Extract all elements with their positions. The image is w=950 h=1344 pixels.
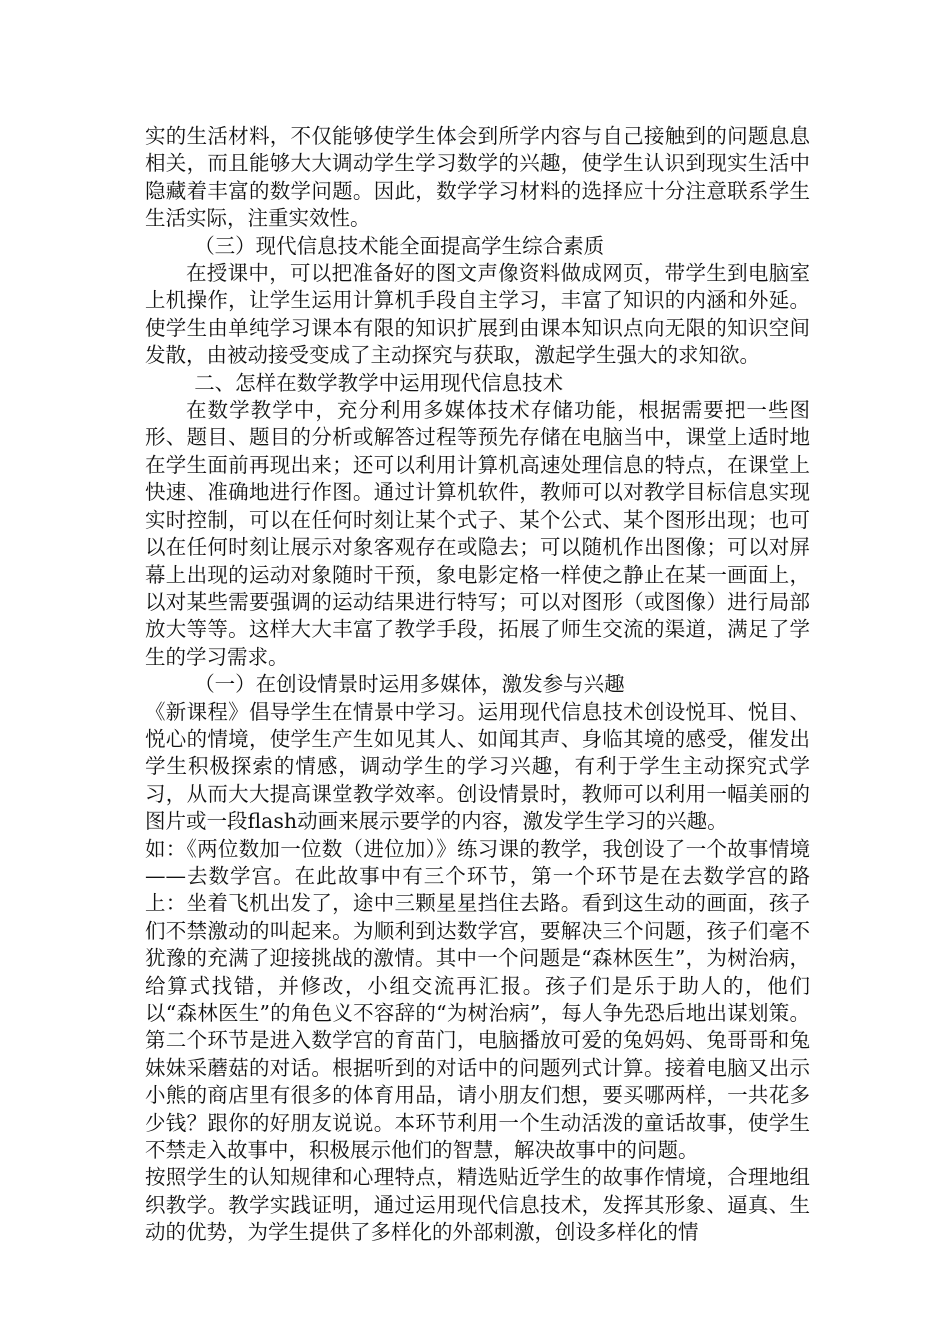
document-page bbox=[145, 123, 810, 1247]
paragraph-example-lesson: 如：《两位数加一位数（进位加）》练习课的教学，我创设了一个故事情境——去数学宫。在此故事中有三个环节，第一个环节是在去数学宫的路上：坐着飞机出发了，途中三颗星星挡住去路。看到这生动的画面，孩子们不禁激动的叫起来。为顺利到达数学宫，要解决三个问题，孩子们毫不犹豫的充满了迎接挑战的激情。其中一个问题是“森林医生”，为树治病，给算式找错，并修改，小组交流再汇报。孩子们是乐于助人的，他们以“森林医生”的角色义不容辞的“为树治病”，每人争先恐后地出谋划策。第二个环节是进入数学宫的育苗门，电脑播放可爱的兔妈妈、兔哥哥和兔妹妹采蘑菇的对话。根据听到的对话中的问题列式计算。接着电脑又出示小熊的商店里有很多的体育用品，请小朋友们想，要买哪两样，一共花多少钱？跟你的好朋友说说。本环节利用一个生动活泼的童话故事，使学生不禁走入故事中，积极展示他们的智慧，解决故事中的问题。 bbox=[145, 836, 810, 1163]
paragraph-web-lessons: 在授课中，可以把准备好的图文声像资料做成网页，带学生到电脑室上机操作，让学生运用计算机手段自主学习，丰富了知识的内涵和外延。使学生由单纯学习课本有限的知识扩展到由课本知识点向无限的知识空间发散，由被动接受变成了主动探究与获取，激起学生强大的求知欲。 bbox=[145, 261, 810, 368]
heading-subsection-1: （一）在创设情景时运用多媒体，激发参与兴趣 bbox=[194, 672, 625, 697]
paragraph-cognitive-rules: 按照学生的认知规律和心理特点，精选贴近学生的故事作情境，合理地组织教学。教学实践证明，通过运用现代信息技术，发挥其形象、逼真、生动的优势，为学生提供了多样化的外部刺激，创设多样化的情 bbox=[145, 1165, 810, 1245]
paragraph-multimedia-storage: 在数学教学中，充分利用多媒体技术存储功能，根据需要把一些图形、题目、题目的分析或解答过程等预先存储在电脑当中，课堂上适时地在学生面前再现出来；还可以利用计算机高速处理信息的特点，在课堂上快速、准确地进行作图。通过计算机软件，教师可以对教学目标信息实现实时控制，可以在任何时刻让某个式子、某个公式、某个图形出现；也可以在任何时刻让展示对象客观存在或隐去；可以随机作出图像；可以对屏幕上出现的运动对象随时干预，象电影定格一样使之静止在某一画面上，以对某些需要强调的运动结果进行特写；可以对图形（或图像）进行局部放大等等。这样大大丰富了教学手段，拓展了师生交流的渠道，满足了学生的学习需求。 bbox=[145, 398, 810, 669]
heading-section-3: （三）现代信息技术能全面提高学生综合素质 bbox=[194, 233, 605, 258]
paragraph-life-materials: 实的生活材料，不仅能够使学生体会到所学内容与自己接触到的问题息息相关，而且能够大大调动学生学习数学的兴趣，使学生认识到现实生活中隐藏着丰富的数学问题。因此，数学学习材料的选择应十分注意联系学生生活实际，注重实效性。 bbox=[145, 124, 810, 231]
paragraph-new-curriculum: 《新课程》倡导学生在情景中学习。运用现代信息技术创设悦耳、悦目、悦心的情境，使学生产生如见其人、如闻其声、身临其境的感受，催发出学生积极探索的情感，调动学生的学习兴趣，有利于学生主动探究式学习，从而大大提高课堂教学效率。创设情景时，教师可以利用一幅美丽的图片或一段flash动画来展示要学的内容，激发学生学习的兴趣。 bbox=[145, 699, 810, 834]
heading-part-2: 二、怎样在数学教学中运用现代信息技术 bbox=[194, 370, 564, 395]
